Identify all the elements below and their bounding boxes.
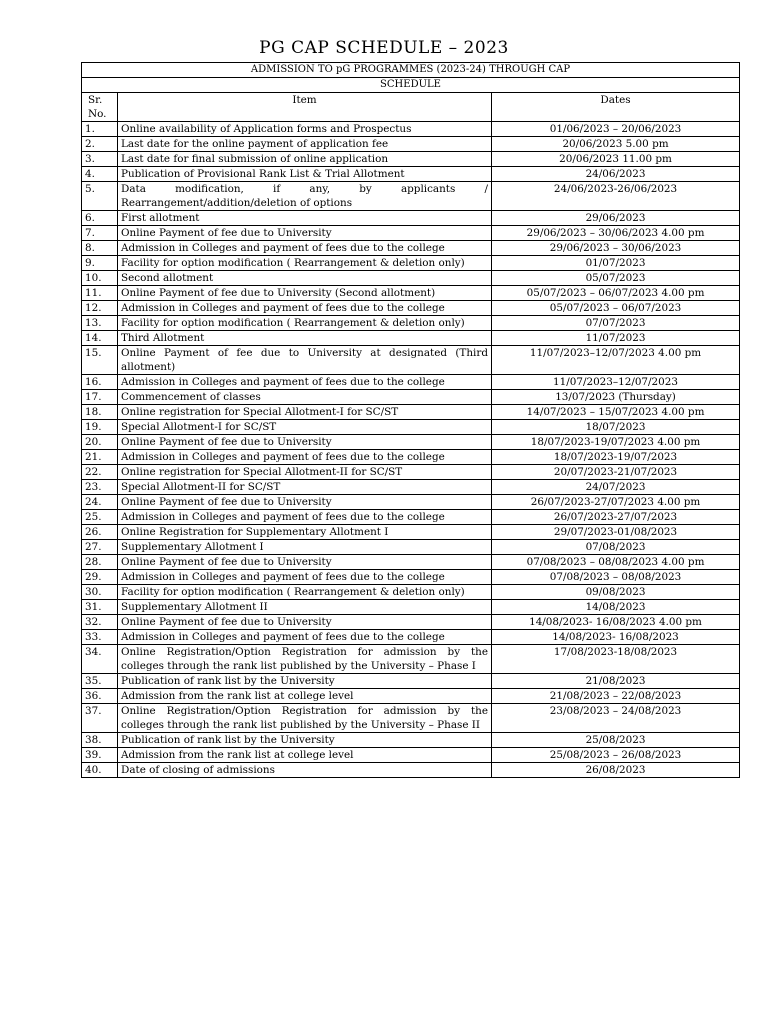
row-item: Online Payment of fee due to University (118, 226, 492, 241)
table-row (82, 211, 740, 226)
row-item: Admission in Colleges and payment of fees due to the college (118, 570, 492, 585)
row-dates: 26/08/2023 (492, 763, 740, 778)
row-sr-no: 8. (82, 241, 118, 256)
row-item: Admission in Colleges and payment of fees due to the college (118, 241, 492, 256)
table-row (82, 510, 740, 525)
row-dates: 18/07/2023-19/07/2023 (492, 450, 740, 465)
row-item: Supplementary Allotment I (118, 540, 492, 555)
row-dates: 25/08/2023 – 26/08/2023 (492, 748, 740, 763)
row-sr-no: 27. (82, 540, 118, 555)
row-item: Online registration for Special Allotment-II for SC/ST (118, 465, 492, 480)
row-item: Admission in Colleges and payment of fees due to the college (118, 375, 492, 390)
row-dates: 29/06/2023 – 30/06/2023 4.00 pm (492, 226, 740, 241)
row-sr-no: 3. (82, 152, 118, 167)
row-sr-no: 1. (82, 122, 118, 137)
table-row (82, 450, 740, 465)
row-item: Date of closing of admissions (118, 763, 492, 778)
row-sr-no: 14. (82, 331, 118, 346)
row-sr-no: 17. (82, 390, 118, 405)
row-dates: 11/07/2023 (492, 331, 740, 346)
row-sr-no: 39. (82, 748, 118, 763)
row-item: Facility for option modification ( Rearrangement & deletion only) (118, 585, 492, 600)
row-sr-no: 10. (82, 271, 118, 286)
row-dates: 11/07/2023–12/07/2023 4.00 pm (492, 346, 740, 375)
row-sr-no: 7. (82, 226, 118, 241)
row-item: Commencement of classes (118, 390, 492, 405)
row-sr-no: 4. (82, 167, 118, 182)
row-sr-no: 19. (82, 420, 118, 435)
row-dates: 07/08/2023 – 08/08/2023 (492, 570, 740, 585)
row-dates: 17/08/2023-18/08/2023 (492, 645, 740, 674)
row-item: Online Registration/Option Registration for admission by the colleges through the rank list published by the University – Phase I (118, 645, 492, 674)
table-row (82, 748, 740, 763)
row-dates: 26/07/2023-27/07/2023 (492, 510, 740, 525)
row-item: Special Allotment-I for SC/ST (118, 420, 492, 435)
row-sr-no: 5. (82, 182, 118, 211)
row-sr-no: 31. (82, 600, 118, 615)
row-dates: 05/07/2023 (492, 271, 740, 286)
row-dates: 01/07/2023 (492, 256, 740, 271)
row-sr-no: 32. (82, 615, 118, 630)
row-sr-no: 2. (82, 137, 118, 152)
row-sr-no: 23. (82, 480, 118, 495)
row-dates: 29/06/2023 (492, 211, 740, 226)
table-row (82, 570, 740, 585)
table-row (82, 555, 740, 570)
page-title: PG CAP SCHEDULE – 2023 (259, 38, 509, 58)
table-row (82, 645, 740, 674)
row-sr-no: 18. (82, 405, 118, 420)
table-row (82, 585, 740, 600)
row-item: First allotment (118, 211, 492, 226)
table-row (82, 704, 740, 733)
table-row (82, 420, 740, 435)
row-dates: 14/08/2023 (492, 600, 740, 615)
table-row (82, 167, 740, 182)
row-dates: 29/07/2023-01/08/2023 (492, 525, 740, 540)
table-row (82, 316, 740, 331)
row-item: Admission from the rank list at college level (118, 748, 492, 763)
row-item: Online Registration for Supplementary Allotment I (118, 525, 492, 540)
table-row (82, 301, 740, 316)
row-sr-no: 30. (82, 585, 118, 600)
row-dates: 20/07/2023-21/07/2023 (492, 465, 740, 480)
row-dates: 18/07/2023 (492, 420, 740, 435)
table-row (82, 600, 740, 615)
row-sr-no: 24. (82, 495, 118, 510)
row-sr-no: 12. (82, 301, 118, 316)
column-header-dates: Dates (492, 93, 740, 122)
table-row (82, 763, 740, 778)
row-dates: 05/07/2023 – 06/07/2023 (492, 301, 740, 316)
table-row (82, 122, 740, 137)
table-row (82, 226, 740, 241)
schedule-rows (82, 122, 740, 778)
row-sr-no: 21. (82, 450, 118, 465)
row-dates: 07/08/2023 (492, 540, 740, 555)
row-dates: 24/07/2023 (492, 480, 740, 495)
table-row (82, 137, 740, 152)
row-sr-no: 22. (82, 465, 118, 480)
row-item: Last date for the online payment of application fee (118, 137, 492, 152)
table-row (82, 271, 740, 286)
row-item: Online Payment of fee due to University at designated (Third allotment) (118, 346, 492, 375)
row-item: Second allotment (118, 271, 492, 286)
schedule-table (81, 62, 740, 778)
table-row (82, 182, 740, 211)
row-sr-no: 34. (82, 645, 118, 674)
row-item: Admission from the rank list at college level (118, 689, 492, 704)
row-sr-no: 37. (82, 704, 118, 733)
row-item: Admission in Colleges and payment of fees due to the college (118, 510, 492, 525)
row-item: Supplementary Allotment II (118, 600, 492, 615)
table-row (82, 405, 740, 420)
row-sr-no: 9. (82, 256, 118, 271)
row-sr-no: 28. (82, 555, 118, 570)
row-item: Publication of rank list by the University (118, 674, 492, 689)
row-item: Online Payment of fee due to University (Second allotment) (118, 286, 492, 301)
row-dates: 01/06/2023 – 20/06/2023 (492, 122, 740, 137)
row-item: Data modification, if any, by applicants / Rearrangement/addition/deletion of options (118, 182, 492, 211)
table-heading-row (82, 63, 740, 78)
row-item: Online availability of Application forms and Prospectus (118, 122, 492, 137)
row-sr-no: 16. (82, 375, 118, 390)
table-heading: ADMISSION TO pG PROGRAMMES (2023-24) THROUGH CAP (82, 63, 740, 78)
table-row (82, 465, 740, 480)
row-dates: 18/07/2023-19/07/2023 4.00 pm (492, 435, 740, 450)
table-row (82, 674, 740, 689)
row-item: Online Payment of fee due to University (118, 555, 492, 570)
row-sr-no: 35. (82, 674, 118, 689)
row-item: Last date for final submission of online application (118, 152, 492, 167)
table-row (82, 346, 740, 375)
row-sr-no: 33. (82, 630, 118, 645)
table-row (82, 689, 740, 704)
table-subheading: SCHEDULE (82, 78, 740, 93)
row-dates: 14/08/2023- 16/08/2023 (492, 630, 740, 645)
column-header-item: Item (118, 93, 492, 122)
row-item: Admission in Colleges and payment of fees due to the college (118, 450, 492, 465)
row-item: Facility for option modification ( Rearrangement & deletion only) (118, 256, 492, 271)
row-dates: 07/07/2023 (492, 316, 740, 331)
row-dates: 20/06/2023 5.00 pm (492, 137, 740, 152)
table-row (82, 375, 740, 390)
table-row (82, 615, 740, 630)
row-item: Online Payment of fee due to University (118, 615, 492, 630)
row-sr-no: 20. (82, 435, 118, 450)
row-sr-no: 6. (82, 211, 118, 226)
row-item: Online registration for Special Allotment-I for SC/ST (118, 405, 492, 420)
row-dates: 13/07/2023 (Thursday) (492, 390, 740, 405)
row-item: Online Registration/Option Registration for admission by the colleges through the rank list published by the University – Phase II (118, 704, 492, 733)
row-item: Admission in Colleges and payment of fees due to the college (118, 301, 492, 316)
row-dates: 07/08/2023 – 08/08/2023 4.00 pm (492, 555, 740, 570)
row-dates: 20/06/2023 11.00 pm (492, 152, 740, 167)
row-sr-no: 26. (82, 525, 118, 540)
row-sr-no: 25. (82, 510, 118, 525)
row-sr-no: 13. (82, 316, 118, 331)
row-dates: 11/07/2023–12/07/2023 (492, 375, 740, 390)
table-row (82, 495, 740, 510)
table-row (82, 286, 740, 301)
row-dates: 21/08/2023 (492, 674, 740, 689)
table-row (82, 390, 740, 405)
row-sr-no: 15. (82, 346, 118, 375)
row-dates: 29/06/2023 – 30/06/2023 (492, 241, 740, 256)
row-sr-no: 40. (82, 763, 118, 778)
row-dates: 24/06/2023-26/06/2023 (492, 182, 740, 211)
row-dates: 25/08/2023 (492, 733, 740, 748)
row-dates: 09/08/2023 (492, 585, 740, 600)
table-row (82, 480, 740, 495)
row-item: Facility for option modification ( Rearrangement & deletion only) (118, 316, 492, 331)
table-row (82, 630, 740, 645)
row-dates: 14/08/2023- 16/08/2023 4.00 pm (492, 615, 740, 630)
row-dates: 24/06/2023 (492, 167, 740, 182)
table-row (82, 152, 740, 167)
table-row (82, 331, 740, 346)
row-item: Publication of Provisional Rank List & Trial Allotment (118, 167, 492, 182)
table-row (82, 241, 740, 256)
table-row (82, 540, 740, 555)
row-dates: 05/07/2023 – 06/07/2023 4.00 pm (492, 286, 740, 301)
row-item: Third Allotment (118, 331, 492, 346)
row-sr-no: 29. (82, 570, 118, 585)
row-dates: 23/08/2023 – 24/08/2023 (492, 704, 740, 733)
table-row (82, 435, 740, 450)
row-sr-no: 11. (82, 286, 118, 301)
row-item: Publication of rank list by the University (118, 733, 492, 748)
table-row (82, 525, 740, 540)
row-sr-no: 38. (82, 733, 118, 748)
row-item: Admission in Colleges and payment of fees due to the college (118, 630, 492, 645)
row-item: Online Payment of fee due to University (118, 495, 492, 510)
row-item: Online Payment of fee due to University (118, 435, 492, 450)
column-header-row (82, 93, 740, 122)
table-subheading-row (82, 78, 740, 93)
row-dates: 21/08/2023 – 22/08/2023 (492, 689, 740, 704)
row-item: Special Allotment-II for SC/ST (118, 480, 492, 495)
row-dates: 14/07/2023 – 15/07/2023 4.00 pm (492, 405, 740, 420)
table-row (82, 733, 740, 748)
table-row (82, 256, 740, 271)
row-sr-no: 36. (82, 689, 118, 704)
row-dates: 26/07/2023-27/07/2023 4.00 pm (492, 495, 740, 510)
column-header-sr: Sr. No. (82, 93, 118, 122)
